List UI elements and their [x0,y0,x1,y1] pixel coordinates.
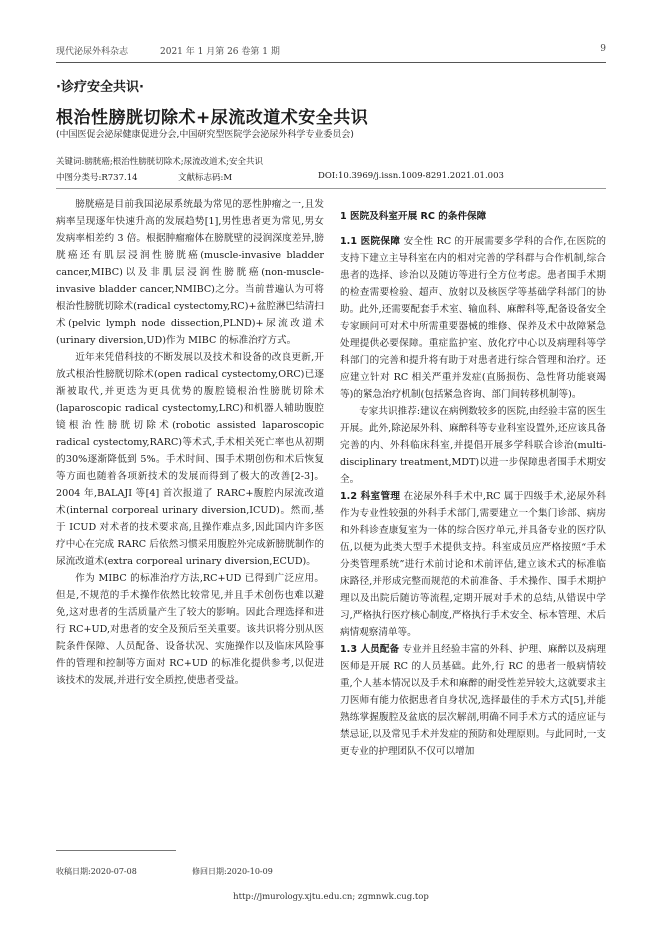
right-column [340,206,606,760]
footnote-rule [56,850,176,851]
section-label: ·诊疗安全共识· [56,80,144,95]
intro-paragraph-2: 近年来凭借科技的不断发展以及技术和设备的改良更新,开放式根治性膀胱切除术(open radical cystectomy,ORC)已逐渐被取代,并更迭为更具优势的腹腔镜根治性膀胱切除术(laparoscopic radical cystectomy,LRC)和机器人辅助腹腔镜根治性膀胱切除术(robotic assisted laparoscopic radical cystectomy,RARC)等术式,手术相关死亡率也从初期的30%逐渐降低到 5%。手术时间、围手术期创伤和术后恢复等方面也随着各项新技术的发展而得到了极大的改善[2-3]。2004 年,BALAJI 等[4] 首次报道了 RARC+腹腔内尿流改道术(internal corporeal urinary diversion,ICUD)。然而,基于 ICUD 对术者的技术要求高,且操作难点多,因此国内许多医疗中心在完成 RARC 后依然习惯采用腹腔外完成新膀胱制作的尿流改道术(extra corporeal urinary diversion,ECUD)。 [56,352,324,567]
section-1-1 [340,233,606,403]
expert-recommendation: 专家共识推荐:建议在病例数较多的医院,由经验丰富的医生开展。此外,除泌尿外科、麻醉科等专业科室设置外,还应该具备完善的内、外科临床科室,并提倡开展多学科联合诊治(multi-disciplinary treatment,MDT)以进一步保障患者围手术期安全。 [340,406,606,485]
section-1-2 [340,488,606,641]
classification-number: 中图分类号:R737.14 [56,173,138,183]
left-column [56,196,324,689]
doi: DOI:10.3969/j.issn.1009-8291.2021.01.003 [318,171,504,181]
page-number: 9 [600,44,606,54]
section-heading-1: 1 医院及科室开展 RC 的条件保障 [340,211,487,222]
section-1-2-text: 在泌尿外科手术中,RC 属于四级手术,泌尿外科作为专业性较强的外科手术部门,需要建立一个集门诊部、病房和外科诊查康复室为一体的综合医疗单元,并具备专业的医疗队伍,以便为此类大型手术提供支持。科室成员应严格按照“手术分类管理系统”进行术前讨论和术前评估,建立该术式的标准临床路径,并形成完整而规范的术前准备、手术操作、围手术期护理以及出院后随访等流程,定期开展对手术的总结,从错误中学习,严格执行医疗核心制度,严格执行手术安全、标本管理、术后病情观察清单等。 [340,491,606,638]
issue-info: 2021 年 1 月第 26 卷第 1 期 [160,47,280,57]
intro-paragraph-1: 膀胱癌是目前我国泌尿系统最为常见的恶性肿瘤之一,且发病率呈现逐年快速升高的发展趋势[1],男性患者更为常见,男女发病率相差约 3 倍。根据肿瘤瘤体在膀胱壁的浸润深度差异,膀胱癌还有肌层浸润性膀胱癌(muscle-invasive bladder cancer,MIBC)以及非肌层浸润性膀胱癌(non-muscle-invasive bladder cancer,NMIBC)之分。当前普遍认为可将根治性膀胱切除术(radical cystectomy,RC)+盆腔淋巴结清扫术(pelvic lymph node dissection,PLND)+尿流改道术(urinary diversion,UD)作为 MIBC 的标准治疗方式。 [56,199,324,346]
footer-url[interactable]: http://jmurology.xjtu.edu.cn; zgmnwk.cug.top [233,892,429,902]
header-rule [56,62,606,63]
keywords: 关键词:膀胱癌;根治性膀胱切除术;尿流改道术;安全共识 [56,157,263,167]
document-code: 文献标志码:M [178,173,233,183]
section-1-1-text: 安全性 RC 的开展需要多学科的合作,在医院的支持下建立主导科室在内的相对完善的学科群与合作机制,综合患者的选择、诊治以及随访等进行全方位考虑。患者围手术期的检查需要检验、超声、放射以及核医学等基础学科部门的协助。此外,还需要配套手术室、输血科、麻醉科等,配备设备安全专家顾问可对术中所需重要器械的维修、保养及术中故障紧急处理提供必要保障。重症监护室、放化疗中心以及病理科等学科部门的完善和提升将有助于对患者进行综合管理和治疗。还应建立针对 RC 相关严重并发症(直肠损伤、急性肾功能衰竭等)的紧急治疗机制(包括紧急咨询、部门间转移机制等)。 [340,236,606,400]
subheading-1-1: 1.1 医院保障 [340,236,401,247]
subheading-1-2: 1.2 科室管理 [340,491,401,502]
subheading-1-3: 1.3 人员配备 [340,644,400,655]
section-1-3-text: 专业并且经验丰富的外科、护理、麻醉以及病理医师是开展 RC 的人员基础。此外,行 RC 的患者一般病情较重,个人基本情况以及手术和麻醉的耐受性差异较大,这就要求主刀医师有能力依据患者自身状况,选择最佳的手术方式[5],并能熟练掌握腹腔及盆底的层次解剖,明确不同手术方式的适应证与禁忌证,以及常见手术并发症的预防和处理原则。与此同时,一支更专业的护理团队不仅可以增加 [340,644,606,757]
revised-date: 修回日期:2020-10-09 [192,867,273,876]
article-title: 根治性膀胱切除术+尿流改道术安全共识 [56,108,369,128]
received-date: 收稿日期:2020-07-08 [56,867,137,876]
journal-name: 现代泌尿外科杂志 [56,47,129,57]
section-1-3 [340,641,606,760]
intro-paragraph-3: 作为 MIBC 的标准治疗方法,RC+UD 已得到广泛应用。但是,不规范的手术操作依然比较常见,并且手术创伤也难以避免,这对患者的生活质量产生了较大的影响。因此合理选择和进行 RC+UD,对患者的安全及预后至关重要。该共识将分别从医院条件保障、人员配备、设备状况、实施操作以及临床风险事件的管理和控制等方面对 RC+UD 的标准化提供参考,以促进该技术的发展,并进行安全质控,使患者受益。 [56,573,324,686]
authors: (中国医促会泌尿健康促进分会,中国研究型医院学会泌尿外科学专业委员会) [56,130,354,140]
meta-rule [56,188,606,189]
